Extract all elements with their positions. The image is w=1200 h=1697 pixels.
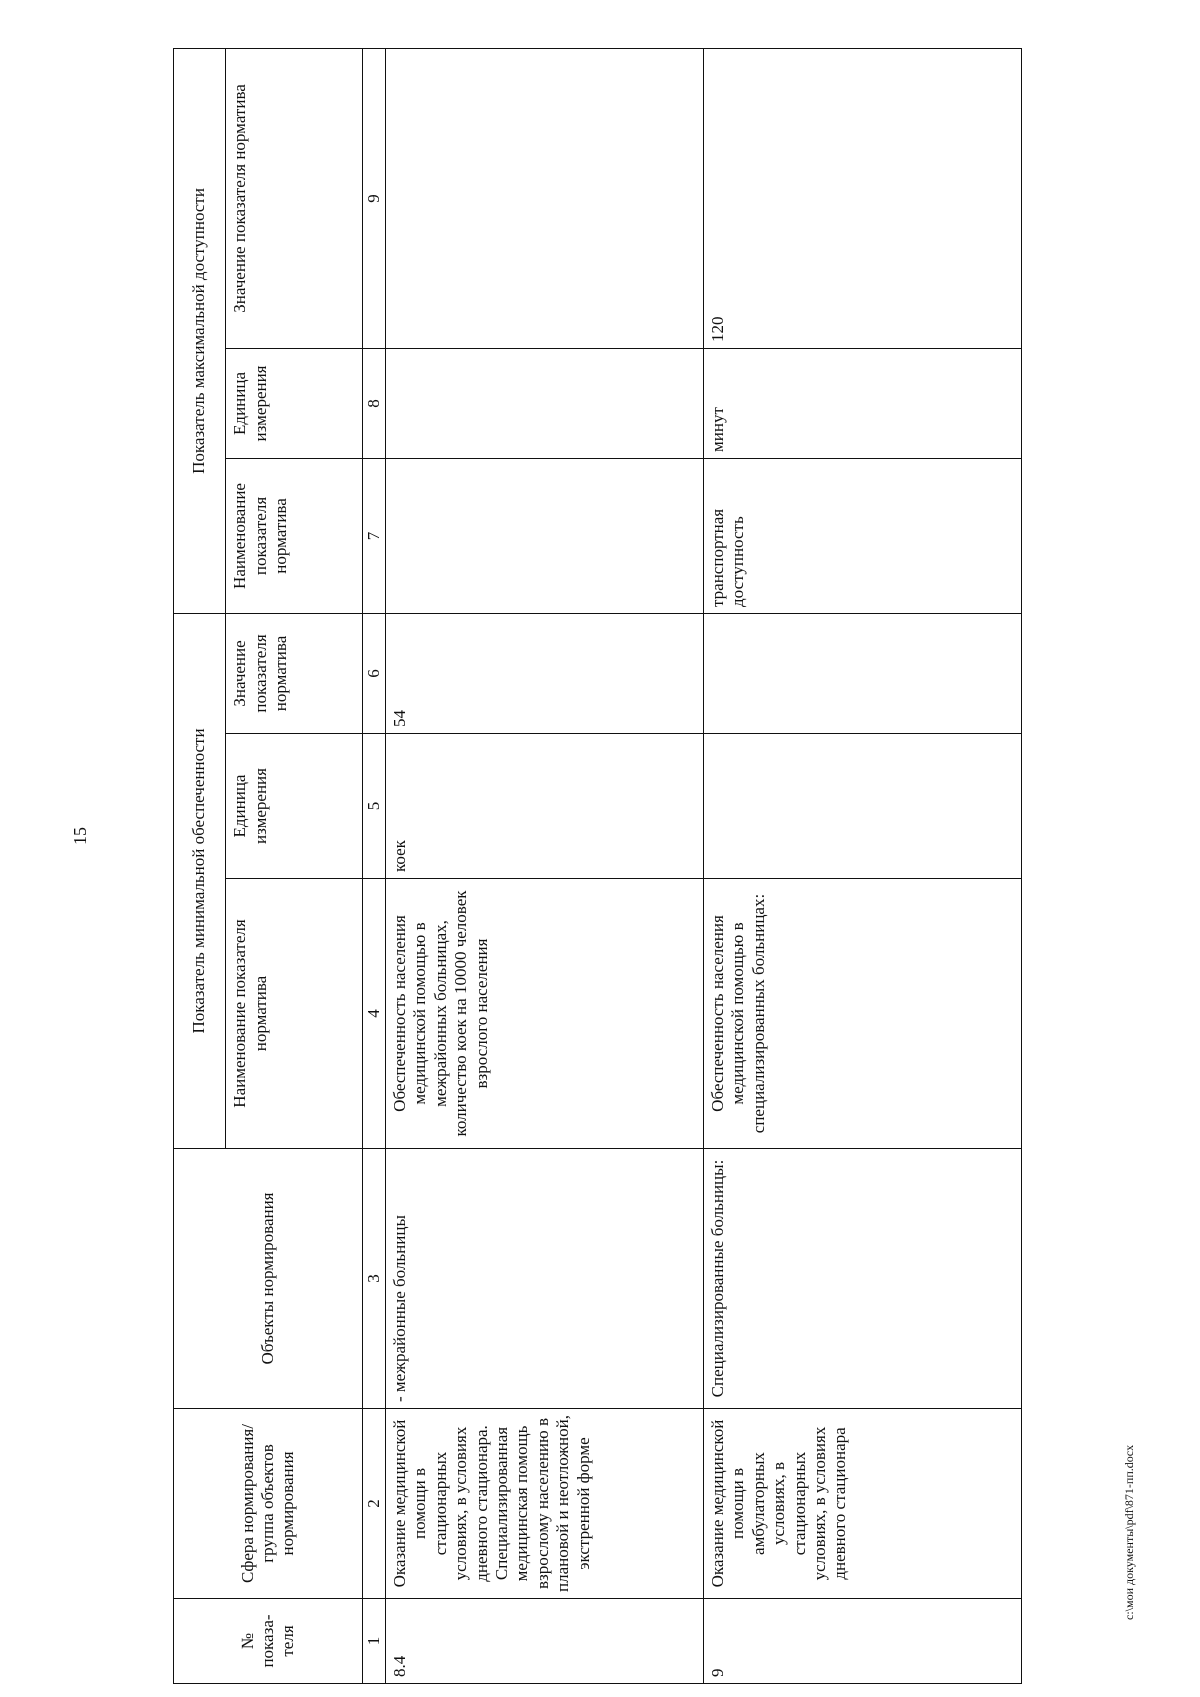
header-min-provision: Показатель минимальной обеспеченности <box>174 613 226 1148</box>
column-number: 4 <box>363 879 386 1149</box>
row-object: - межрайонные больницы <box>386 1149 704 1409</box>
row-min-name: Обеспеченность населения медицинской помощью в межрайонных больницах, количество коек на 10000 человек взрослого населения <box>386 879 704 1149</box>
header-max-value: Значение показателя норматива <box>226 48 363 348</box>
row-max-value: 120 <box>703 48 1021 348</box>
table-row <box>386 48 704 1683</box>
header-max-accessibility: Показатель максимальной доступности <box>174 48 226 613</box>
column-number: 8 <box>363 348 386 458</box>
row-max-unit: минут <box>703 348 1021 458</box>
row-min-value: 54 <box>386 613 704 733</box>
footer-file-path: c:\мои документы\pdf\871-пп.docx <box>1122 1444 1136 1620</box>
header-min-name: Наименование показателя норматива <box>226 879 363 1149</box>
header-max-name: Наименование показателя норматива <box>226 458 363 613</box>
norms-table <box>173 48 1022 1684</box>
column-number: 6 <box>363 613 386 733</box>
column-number: 9 <box>363 48 386 348</box>
header-number: № показа-теля <box>174 1599 363 1684</box>
row-object: Специализированные больницы: <box>703 1149 1021 1409</box>
row-max-name: транспортная доступность <box>703 458 1021 613</box>
row-sphere: Оказание медицинской помощи в амбулаторных условиях, в стационарных условиях, в условиях дневного стационара <box>703 1409 1021 1599</box>
table-row <box>703 48 1021 1683</box>
column-number: 5 <box>363 734 386 879</box>
row-max-value <box>386 48 704 348</box>
row-max-name <box>386 458 704 613</box>
page-number: 15 <box>70 827 90 845</box>
row-number: 8.4 <box>386 1599 704 1684</box>
header-min-value: Значение показателя норматива <box>226 613 363 733</box>
column-number: 1 <box>363 1599 386 1684</box>
row-min-unit <box>703 734 1021 879</box>
row-min-value <box>703 613 1021 733</box>
column-number: 3 <box>363 1149 386 1409</box>
row-max-unit <box>386 348 704 458</box>
row-min-unit: коек <box>386 734 704 879</box>
row-sphere: Оказание медицинской помощи в стационарных условиях, в условиях дневного стационара. Специализированная медицинская помощь взрослому населению в плановой и неотложной, экстренной форме <box>386 1409 704 1599</box>
row-number: 9 <box>703 1599 1021 1684</box>
table-container <box>173 49 1022 1684</box>
header-max-unit: Единица измерения <box>226 348 363 458</box>
header-min-unit: Единица измерения <box>226 734 363 879</box>
row-min-name: Обеспеченность населения медицинской помощью в специализированных больницах: <box>703 879 1021 1149</box>
column-number: 7 <box>363 458 386 613</box>
header-sphere: Сфера нормирования/ группа объектов нормирования <box>174 1409 363 1599</box>
header-objects: Объекты нормирования <box>174 1149 363 1409</box>
column-number: 2 <box>363 1409 386 1599</box>
